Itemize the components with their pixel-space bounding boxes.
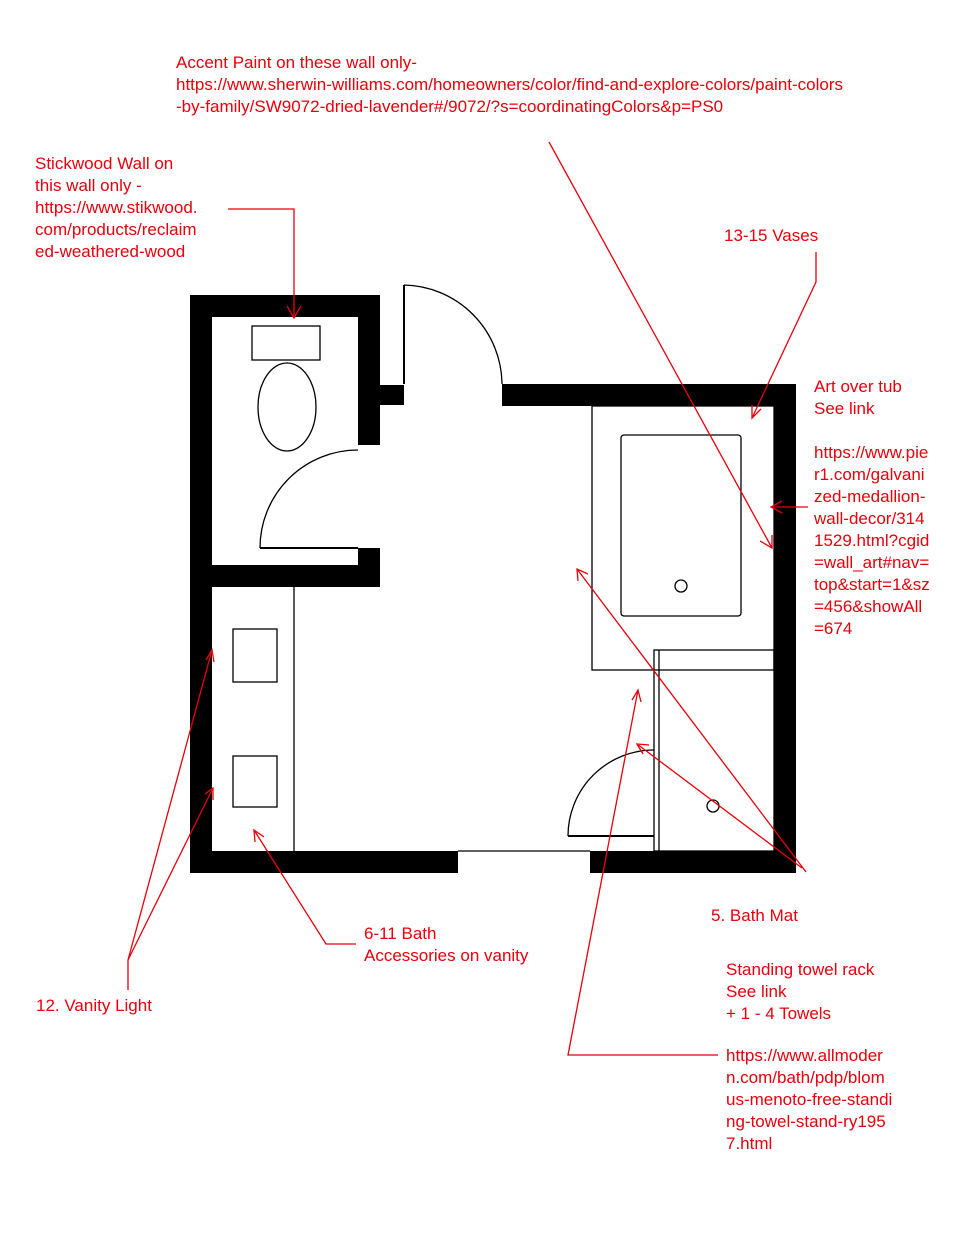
art-over-tub-note: Art over tub See link https://www.pie r1.com/galvani zed-medallion- wall-decor/314 1529.html?cgid =wall_art#nav= top&start=1&sz =456&showAll =674 (814, 377, 930, 638)
door-jamb-stub (380, 385, 404, 405)
towel-rack-note: Standing towel rack See link + 1 - 4 Towels (726, 960, 875, 1023)
vanity-light-leader-2 (128, 788, 213, 960)
toilet-tank (252, 326, 320, 360)
accessories-leader (254, 830, 356, 944)
toilet-bowl (258, 363, 316, 451)
walls (190, 295, 796, 873)
accent-paint-leader (549, 142, 772, 548)
entry-door-swing (404, 285, 502, 384)
toilet-room-south-wall (190, 565, 380, 587)
bath-accessories-note: 6-11 Bath Accessories on vanity (364, 924, 529, 965)
north-wall-main (502, 384, 796, 406)
north-wall-toilet-room (190, 295, 380, 317)
bath-mat-note: 5. Bath Mat (711, 906, 798, 925)
tub-drain (675, 580, 687, 592)
sink-1 (233, 629, 277, 682)
toilet-door-swing (260, 450, 358, 548)
stickwood-note: Stickwood Wall on this wall only - https://www.stikwood. com/products/reclaim ed-weathered-wood (35, 154, 198, 261)
south-wall-west (190, 851, 458, 873)
south-wall-east (590, 851, 796, 873)
accent-paint-note: Accent Paint on these wall only- https://www.sherwin-williams.com/homeowners/color/find-and-explore-colors/paint-colors -by-family/SW9072-dried-lavender#/9072/?s=coordinatingColors&p=PS0 (176, 53, 844, 116)
vanity-light-note: 12. Vanity Light (36, 996, 152, 1015)
east-wall (774, 384, 796, 873)
toilet-room-east-wall (358, 295, 380, 445)
tub-basin (621, 435, 741, 616)
sink-2 (233, 756, 277, 807)
toilet-room-south-stub (358, 548, 380, 587)
accessories-arrowhead (254, 830, 264, 842)
tub-surround (592, 406, 774, 670)
towel-rack-link-note: https://www.allmoder n.com/bath/pdp/blom us-menoto-free-standi ng-towel-stand-ry195 7.html (726, 1046, 893, 1153)
shower-door-swing (568, 750, 654, 836)
vases-note: 13-15 Vases (724, 226, 819, 245)
